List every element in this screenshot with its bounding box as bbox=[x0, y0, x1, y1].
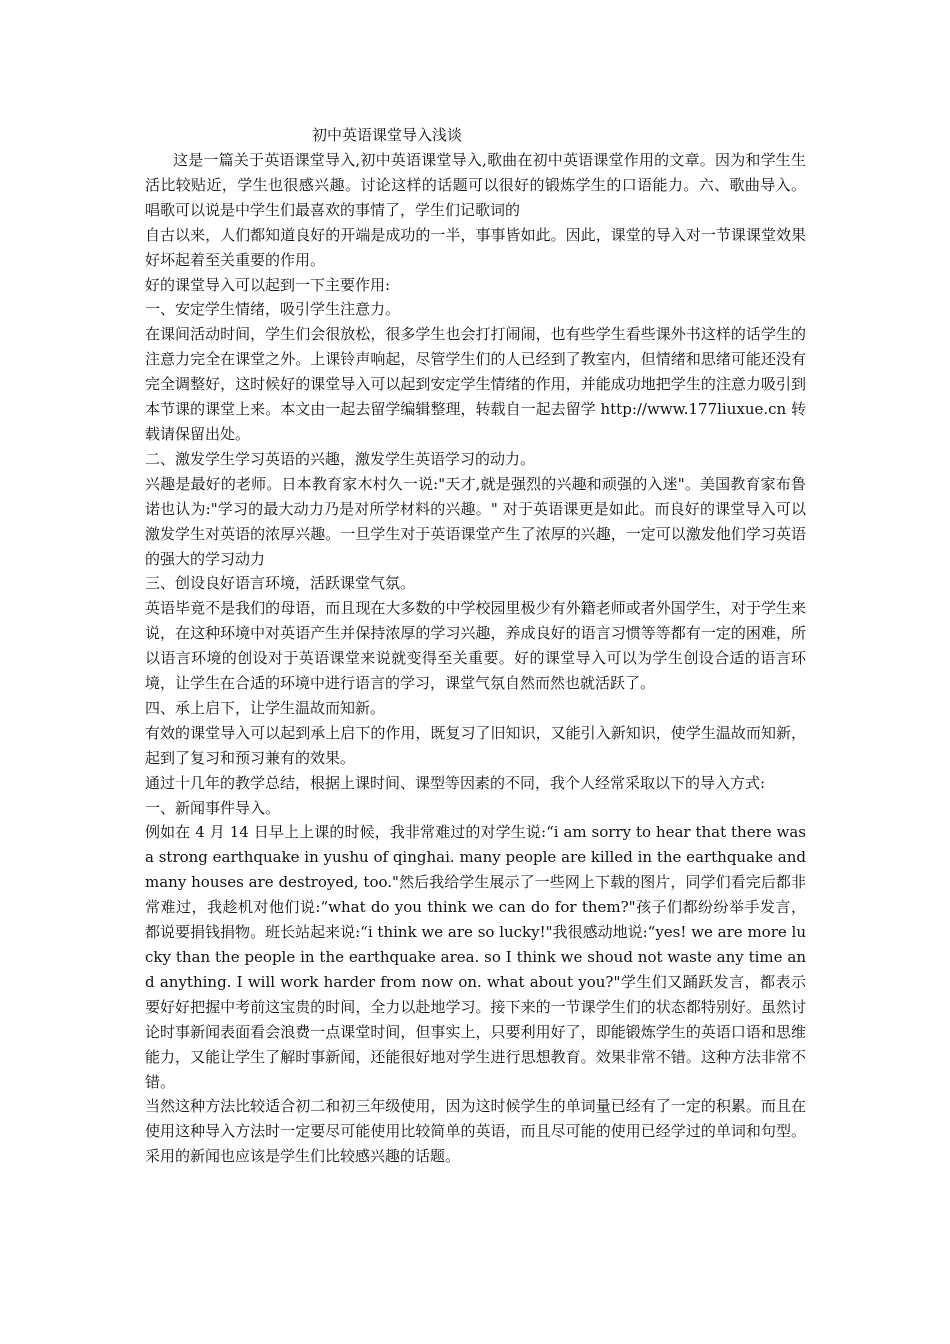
paragraph-review: 有效的课堂导入可以起到承上启下的作用，既复习了旧知识，又能引入新知识，使学生温故而知新，起到了复习和预习兼有的效果。 bbox=[145, 723, 806, 767]
paragraph-environment: 英语毕竟不是我们的母语，而且现在大多数的中学校园里极少有外籍老师或者外国学生，对于学生来说，在这种环境中对英语产生并保持浓厚的学习兴趣，养成良好的语言习惯等等都有一定的困难，所以语言环境的创设对于英语课堂来说就变得至关重要。好的课堂导入可以为学生创设合适的语言环境，让学生在合适的环境中进行语言的学习，课堂气氛自然而然也就活跃了。 bbox=[145, 599, 806, 693]
paragraph-opening: 自古以来，人们都知道良好的开端是成功的一半，事事皆如此。因此，课堂的导入对一节课课堂效果好坏起着至关重要的作用。 bbox=[145, 225, 806, 269]
section-heading-3: 三、创设良好语言环境，活跃课堂气氛。 bbox=[145, 574, 416, 593]
section-heading-4: 四、承上启下，让学生温故而知新。 bbox=[145, 698, 386, 717]
paragraph-conclusion: 当然这种方法比较适合初二和初三年级使用，因为这时候学生的单词量已经有了一定的积累。而且在使用这种导入方法时一定要尽可能使用比较简单的英语，而且尽可能的使用已经学过的单词和句型。采用的新闻也应该是学生们比较感兴趣的话题。 bbox=[145, 1097, 806, 1166]
document-title: 初中英语课堂导入浅谈 bbox=[312, 126, 463, 144]
section-heading-5: 一、新闻事件导入。 bbox=[145, 798, 281, 817]
document-body bbox=[145, 122, 806, 1169]
intro-paragraph: 这是一篇关于英语课堂导入,初中英语课堂导入,歌曲在初中英语课堂作用的文章。因为和学生生活比较贴近，学生也很感兴趣。讨论这样的话题可以很好的锻炼学生的口语能力。六、歌曲导入。 唱歌可以说是中学生们最喜欢的事情了，学生们记歌词的 bbox=[145, 151, 806, 219]
section-heading-2: 二、激发学生学习英语的兴趣，激发学生英语学习的动力。 bbox=[145, 449, 536, 468]
paragraph-news-example: 例如在 4 月 14 日早上上课的时候，我非常难过的对学生说:“i am sorry to hear that there was a strong earthquake in yushu of qinghai. many people are killed in the earthquake and many houses are destroyed, too."然后我给学生展示了一些网上下载的图片，同学们看完后都非常难过，我趁机对他们说:“what do you think we can do for them?"孩子们都纷纷举手发言，都说要捐钱捐物。班长站起来说:“i think we are so lucky!"我很感动地说:“yes! we are more lucky than the people in the earthquake area. so I think we shoud not waste any time and anything. I will work harder from now on. what about you?"学生们又踊跃发言，都表示要好好把握中考前这宝贵的时间，全力以赴地学习。接下来的一节课学生们的状态都特别好。虽然讨论时事新闻表面看会浪费一点课堂时间，但事实上，只要利用好了，即能锻炼学生的英语口语和思维能力，又能让学生了解时事新闻，还能很好地对学生进行思想教育。效果非常不错。这种方法非常不错。 bbox=[145, 823, 806, 1091]
paragraph-methods: 通过十几年的教学总结，根据上课时间、课型等因素的不同，我个人经常采取以下的导入方式: bbox=[145, 773, 766, 792]
paragraph-roles: 好的课堂导入可以起到一下主要作用: bbox=[145, 275, 391, 294]
section-heading-1: 一、安定学生情绪，吸引学生注意力。 bbox=[145, 300, 401, 319]
paragraph-interest: 兴趣是最好的老师。日本教育家木村久一说:"天才,就是强烈的兴趣和顽强的入迷"。美国教育家布鲁诺也认为:"学习的最大动力乃是对所学材料的兴趣。" 对于英语课更是如此。而良好的课堂导入可以激发学生对英语的浓厚兴趣。一旦学生对于英语课堂产生了浓厚的兴趣，一定可以激发他们学习英语的强大的学习动力 bbox=[145, 474, 806, 568]
paragraph-attention: 在课间活动时间，学生们会很放松，很多学生也会打打闹闹，也有些学生看些课外书这样的话学生的注意力完全在课堂之外。上课铃声响起，尽管学生们的人已经到了教室内，但情绪和思绪可能还没有完全调整好，这时候好的课堂导入可以起到安定学生情绪的作用，并能成功地把学生的注意力吸引到本节课的课堂上来。本文由一起去留学编辑整理，转载自一起去留学 http://www.177liuxue.cn 转载请保留出处。 bbox=[145, 325, 806, 443]
